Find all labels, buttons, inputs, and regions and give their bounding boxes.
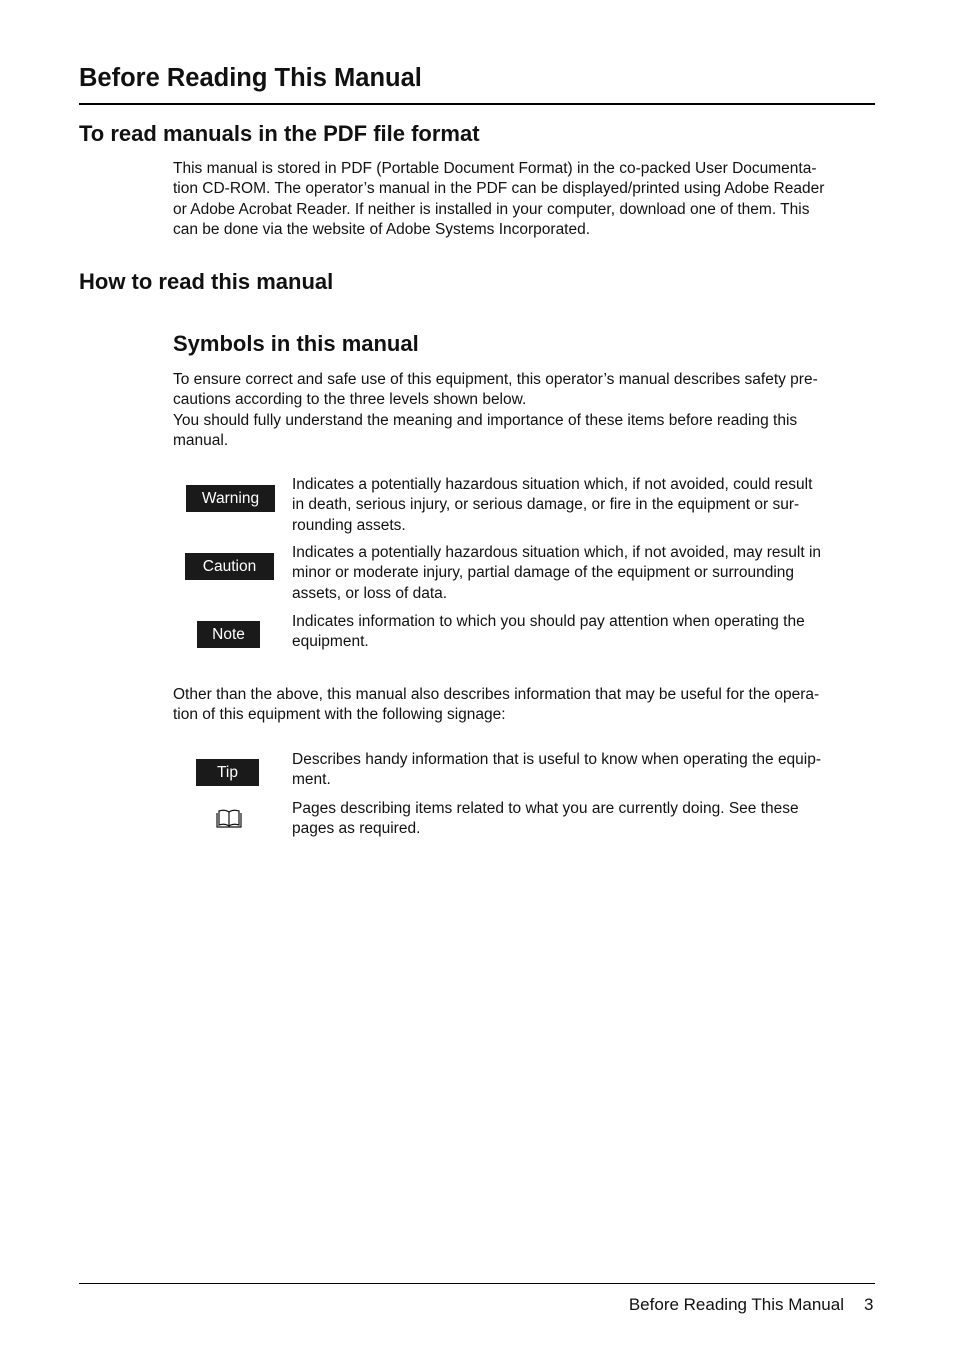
other-line: tion of this equipment with the following signage: xyxy=(173,706,506,724)
book-icon xyxy=(216,808,242,828)
pdf-line: This manual is stored in PDF (Portable Document Format) in the co-packed User Documenta- xyxy=(173,160,817,177)
caution-description xyxy=(292,543,867,604)
note-label: Note xyxy=(197,621,260,648)
other-signage-paragraph xyxy=(173,685,875,726)
intro-line: cautions according to the three levels shown below. xyxy=(173,391,527,409)
warning-line: rounding assets. xyxy=(292,516,406,534)
pdf-line: tion CD-ROM. The operator’s manual in the PDF can be displayed/printed using Adobe Reader xyxy=(173,180,825,198)
footer-title: Before Reading This Manual xyxy=(628,1295,844,1314)
symbols-intro xyxy=(173,370,875,452)
reference-line: Pages describing items related to what you are currently doing. See these xyxy=(292,800,799,817)
caution-line: minor or moderate injury, partial damage of the equipment or surrounding xyxy=(292,564,795,582)
note-description xyxy=(292,612,867,653)
intro-line: manual. xyxy=(173,432,229,450)
caution-label: Caution xyxy=(185,553,274,580)
symbols-heading: Symbols in this manual xyxy=(173,331,419,356)
tip-label: Tip xyxy=(196,759,259,786)
page-number: 3 xyxy=(864,1295,874,1314)
caution-line: assets, or loss of data. xyxy=(292,584,448,602)
pdf-line: can be done via the website of Adobe Systems Incorporated. xyxy=(173,221,591,239)
pdf-section-paragraph xyxy=(173,159,875,241)
warning-line: Indicates a potentially hazardous situation which, if not avoided, could result xyxy=(292,476,813,493)
title-divider xyxy=(79,103,875,105)
note-line: Indicates information to which you should pay attention when operating the xyxy=(292,613,805,630)
page-title: Before Reading This Manual xyxy=(79,64,422,92)
other-line: Other than the above, this manual also describes information that may be useful for the opera- xyxy=(173,686,820,703)
warning-label: Warning xyxy=(186,485,275,512)
pdf-section-heading: To read manuals in the PDF file format xyxy=(79,121,480,146)
reference-description xyxy=(292,799,867,840)
intro-line: To ensure correct and safe use of this equipment, this operator’s manual describes safety pre- xyxy=(173,371,818,388)
tip-description xyxy=(292,750,867,791)
reference-line: pages as required. xyxy=(292,820,421,838)
intro-line: You should fully understand the meaning and importance of these items before reading this xyxy=(173,411,798,429)
pdf-line: or Adobe Acrobat Reader. If neither is installed in your computer, download one of them. This xyxy=(173,200,810,218)
warning-description xyxy=(292,475,867,536)
how-to-read-heading: How to read this manual xyxy=(79,269,334,294)
note-line: equipment. xyxy=(292,633,369,651)
warning-line: in death, serious injury, or serious damage, or fire in the equipment or sur- xyxy=(292,496,800,514)
caution-line: Indicates a potentially hazardous situation which, if not avoided, may result in xyxy=(292,544,822,561)
tip-line: Describes handy information that is useful to know when operating the equip- xyxy=(292,751,822,768)
footer-divider xyxy=(79,1283,875,1284)
tip-line: ment. xyxy=(292,771,331,789)
